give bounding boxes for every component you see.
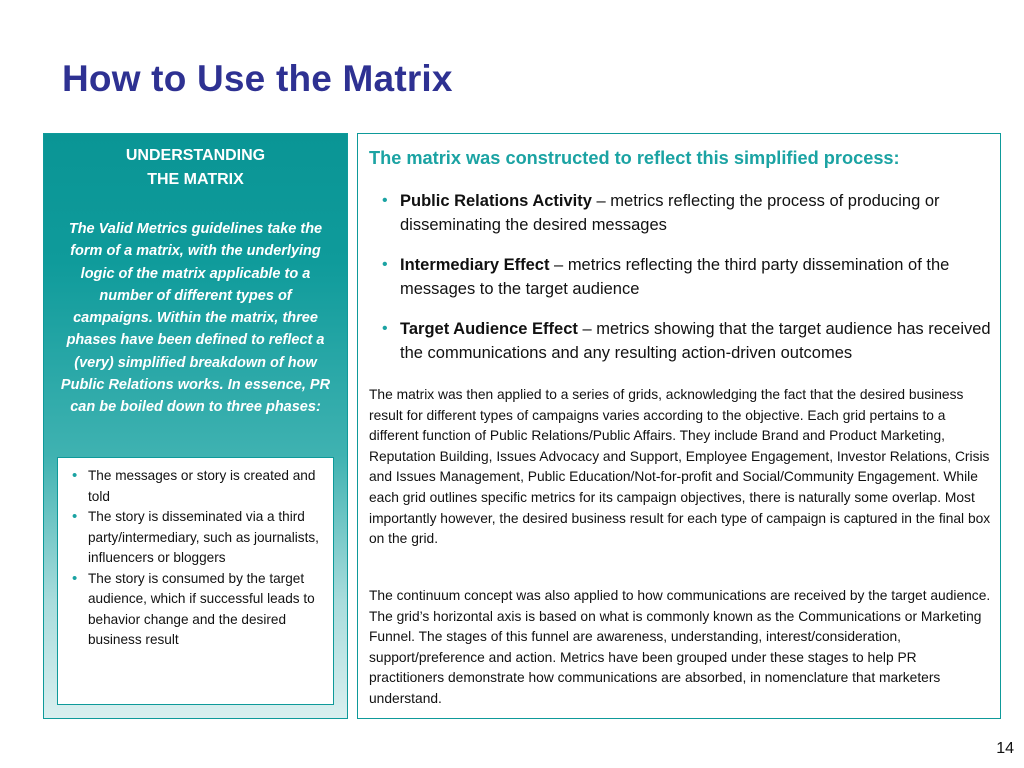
slide-title: How to Use the Matrix <box>62 58 453 99</box>
phase-item: • The story is disseminated via a third party/intermediary, such as journalists, influencers or bloggers <box>72 507 323 569</box>
metrics-list <box>380 189 992 381</box>
phase-item: • The story is consumed by the target audience, which if successful leads to behavior change and the desired business result <box>72 569 323 651</box>
process-heading: The matrix was constructed to reflect this simplified process: <box>369 148 900 168</box>
metric-item <box>380 317 992 365</box>
metric-description: – metrics reflecting the process of producing or disseminating the desired messages <box>400 192 940 234</box>
understanding-matrix-panel <box>43 133 348 719</box>
panel-heading-line-1: UNDERSTANDING <box>125 147 266 164</box>
metric-item <box>380 189 992 237</box>
grids-paragraph: The matrix was then applied to a series of grids, acknowledging the fact that the desired business result for different types of campaigns varies according to the objective. Each grid pertains to a different function of Public Relations/Public Affairs. They include Brand and Product Marketing, Reputation Building, Issues Advocacy and Support, Employee Engagement, Investor Relations, Crisis and Issues Management, Public Education/Not-for-profit and Social/Community Engagement. While each grid outlines specific metrics for its campaign objectives, there is naturally some overlap. Most importantly however, the desired business result for each type of campaign is captured in the final box on the grid. <box>369 387 991 547</box>
panel-description: The Valid Metrics guidelines take the form of a matrix, with the underlying logic of the matrix applicable to a number of different types of campaigns. Within the matrix, three phases have been defined to reflect a (very) simplified breakdown of how Public Relations works. In essence, PR can be boiled down to three phases: <box>60 221 331 416</box>
phases-list <box>58 458 333 651</box>
metric-description: – metrics showing that the target audience has received the communications and any resulting action-driven outcomes <box>400 320 991 362</box>
continuum-paragraph: The continuum concept was also applied to how communications are received by the target audience. The grid’s horizontal axis is based on what is commonly known as the Communications or Marketing Funnel. The stages of this funnel are awareness, understanding, interest/consideration, support/preference and action. Metrics have been grouped under these stages to help PR practitioners demonstrate how communications are absorbed, in nomenclature that marketers understand. <box>369 588 991 706</box>
process-panel <box>357 133 1001 719</box>
metric-description: – metrics reflecting the third party dissemination of the messages to the target audience <box>400 256 950 298</box>
metric-name: Target Audience Effect <box>400 320 578 338</box>
panel-heading-line-2: THE MATRIX <box>147 171 244 188</box>
panel-heading <box>44 144 347 192</box>
metric-name: Public Relations Activity <box>400 192 592 210</box>
phase-item: • The messages or story is created and told <box>72 466 323 507</box>
metric-name: Intermediary Effect <box>400 256 550 274</box>
metric-item <box>380 253 992 301</box>
phases-box <box>57 457 334 705</box>
page-number: 14 <box>996 740 1014 757</box>
